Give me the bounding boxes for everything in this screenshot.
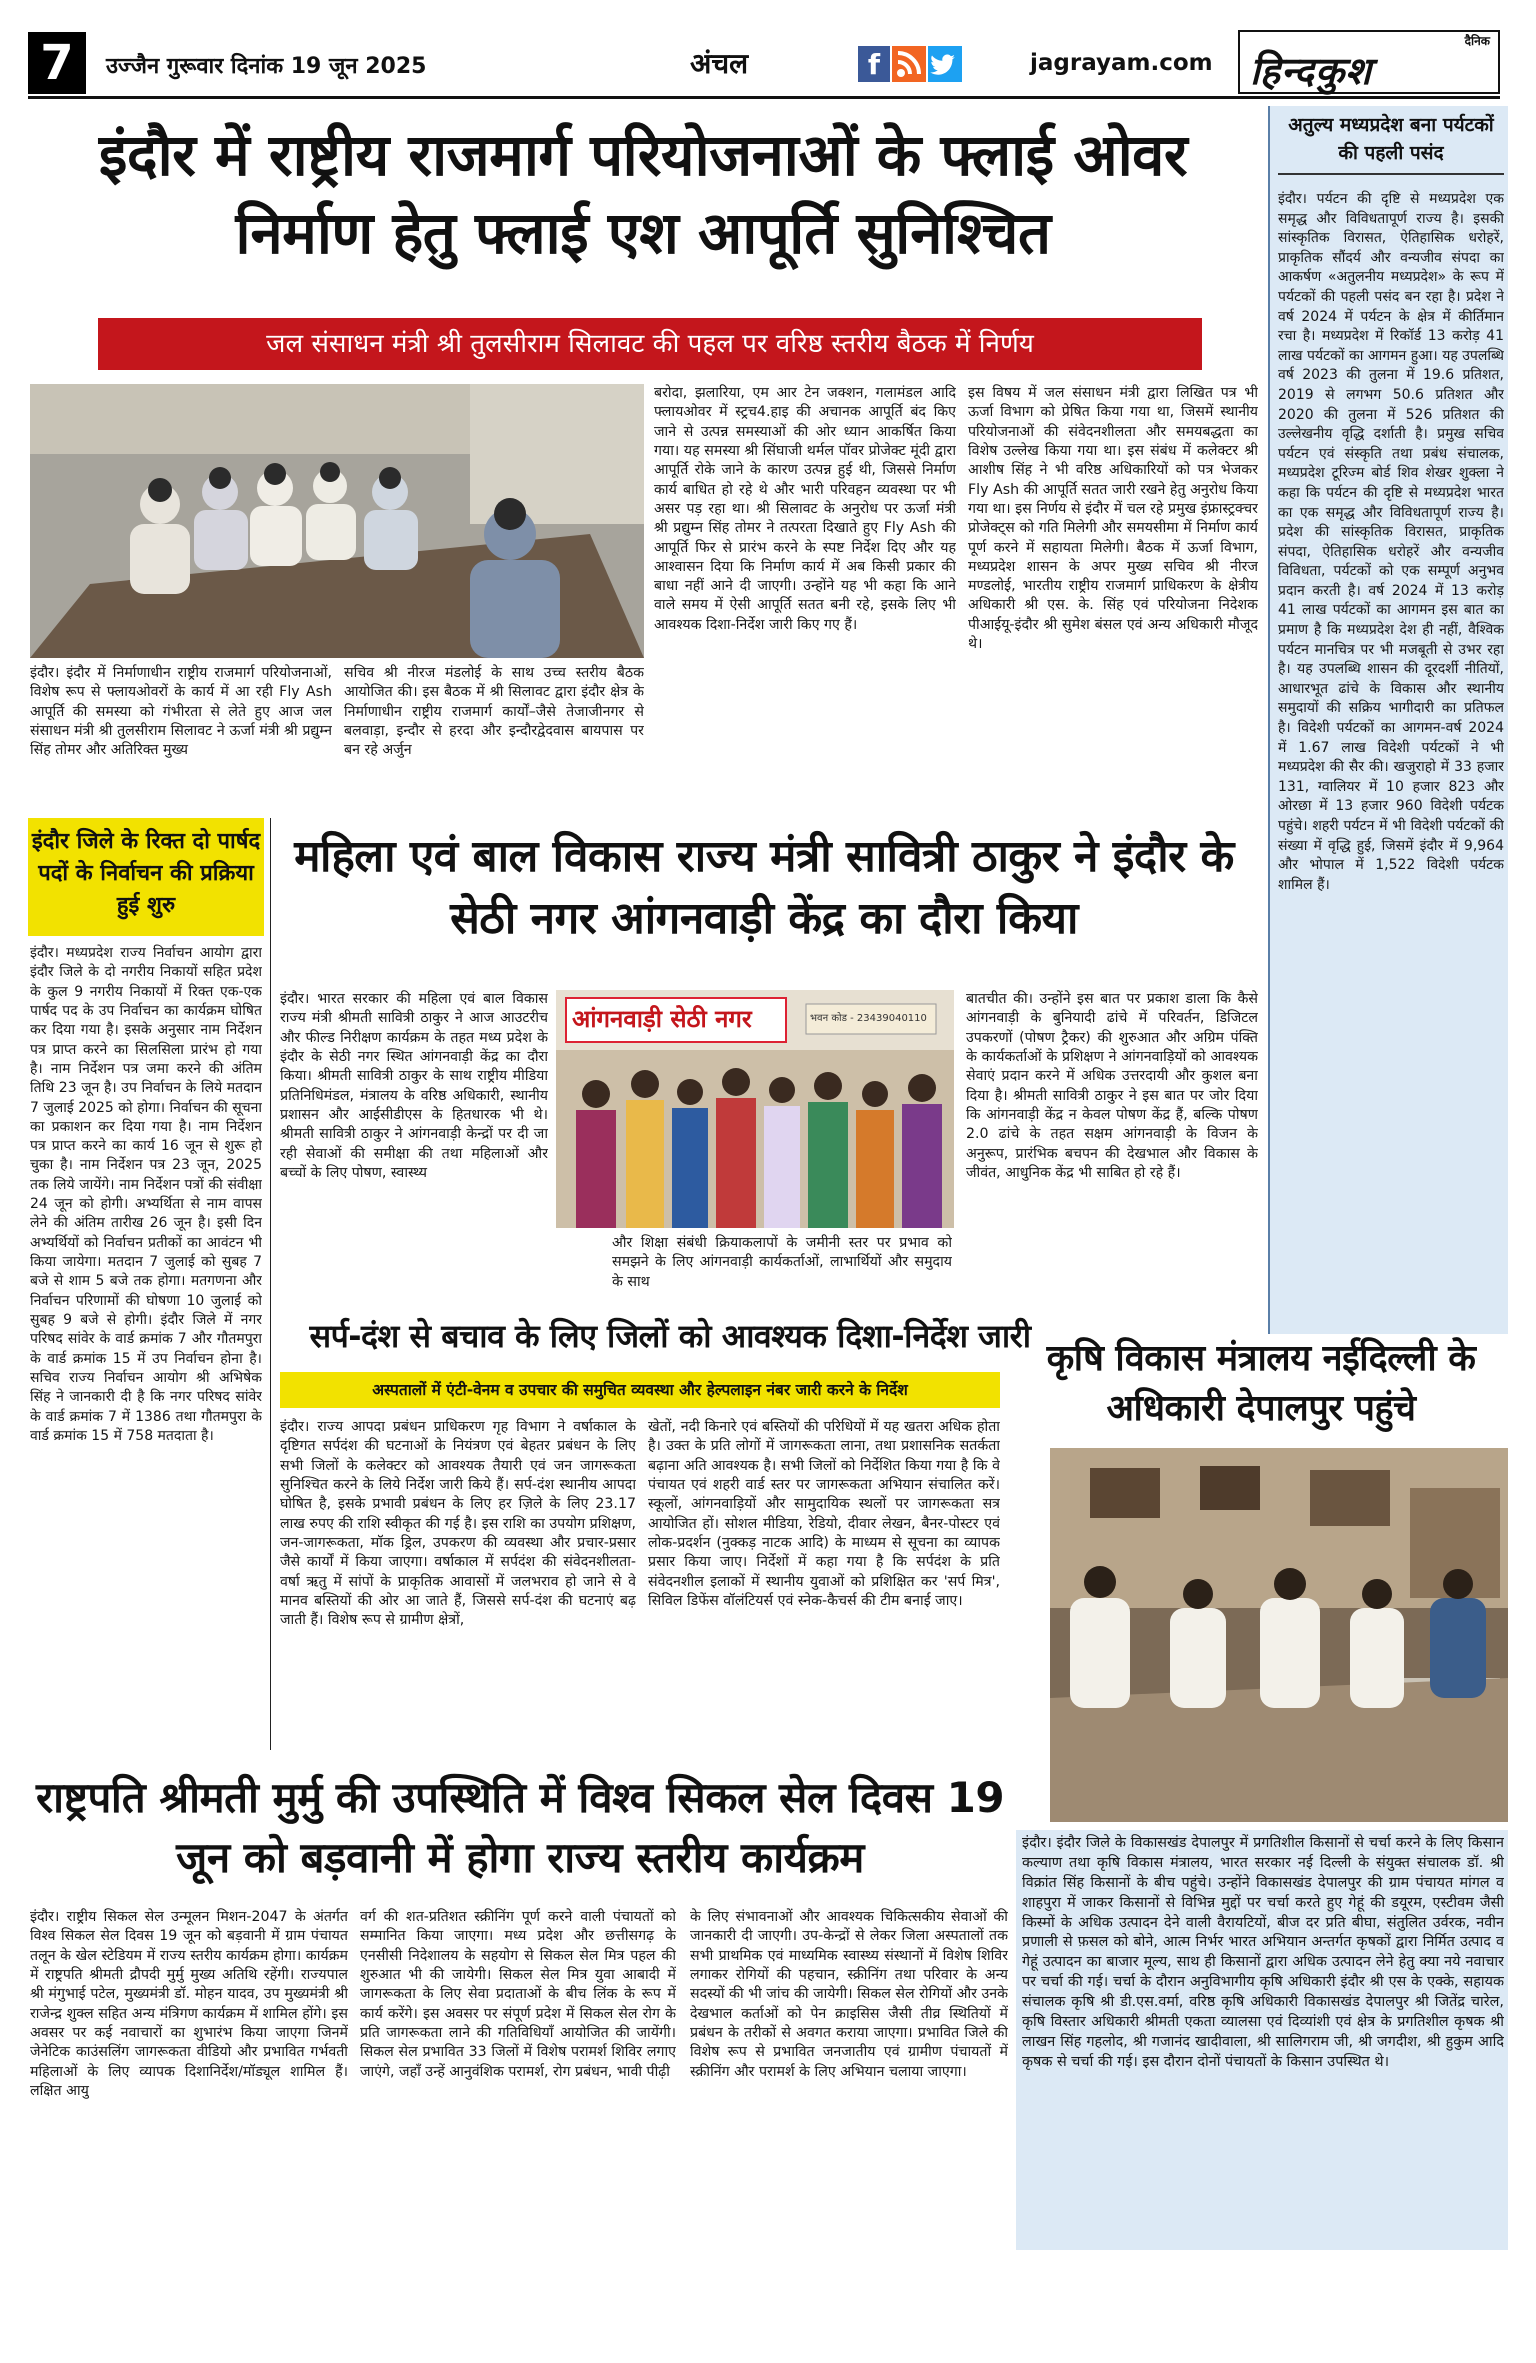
sickle-column-3: के लिए संभावनाओं और आवश्यक चिकित्सकीय सेवाओं की जानकारी दी जाएगी। उप-केन्द्रों से लेकर जिला अस्पतालों तक सभी प्राथमिक एवं माध्यमिक स्वास्थ्य संस्थानों में विशेष शिविर लगाकर रोगियों की पहचान, स्क्रीनिंग तथा परिवार के अन्य सदस्यों की भी जांच की जायेगी। सिकल सेल रोगियों और उनके देखभाल कर्ताओं को पेन क्राइसिस जैसी तीव्र स्थितियों में प्रबंधन के तरीकों से अवगत कराया जाएगा। प्रभावित जिले की विशेष रूप से प्रभावित जनजातीय एवं ग्रामीण पंचायतों में स्क्रीनिंग और परामर्श के लिए अभियान चलाया जाएगा। [690, 1909, 1008, 2080]
snakebite-column-2: खेतों, नदी किनारे एवं बस्तियों की परिधियों में यह खतरा अधिक होता है। उक्त के प्रति लोगों में जागरूकता लाना, तथा प्रशासनिक सतर्कता बढ़ाना अति आवश्यक है। सभी जिलों को निर्देशित किया गया है कि वे पंचायत एवं शहरी वार्ड स्तर पर जागरूकता अभियान संचालित करें। स्कूलों, आंगनवाड़ियों और सामुदायिक स्थलों पर जागरूकता सत्र आयोजित हों। सोशल मीडिया, रेडियो, दीवार लेखन, बैनर-पोस्टर एवं लोक-प्रदर्शन (नुक्कड़ नाटक आदि) के माध्यम से सूचना का व्यापक प्रसार किया जाए। निर्देशों में कहा गया है कि सर्पदंश के प्रति संवेदनशील इलाकों में स्थानीय युवाओं को प्रशिक्षित कर 'सर्प मित्र', सिविल डिफेंस वॉलंटियर्स एवं स्नेक-कैचर्स की टीम बनाई जाए। [648, 1419, 1000, 1609]
lead-column-2: सचिव श्री नीरज मंडलोई के साथ उच्च स्तरीय बैठक आयोजित की। इस बैठक में श्री सिलावट द्वारा इंदौर क्षेत्र के निर्माणाधीन राष्ट्रीय राजमार्ग कार्यों–जैसे तेजाजीनगर से बलवाड़ा, इन्दौर से हरदा और इन्दौरद्वेदवास बायपास पर बन रहे अर्जुन [344, 665, 644, 759]
agri-body: इंदौर। इंदौर जिले के विकासखंड देपालपुर में प्रगतिशील किसानों से चर्चा करने के लिए किसान कल्याण तथा कृषि विकास मंत्रालय, भारत सरकार नई दिल्ली के संयुक्त संचालक डॉ. श्री विक्रांत सिंह किसानों के बीच पहुंचे। उन्होंने विकासखंड देपालपुर की ग्राम पंचायत मांगल व शाहपुरा में जाकर किसानों से विभिन्न मुद्दों पर चर्चा करते हुए गेहूं की डयूरम, एस्टीवम जैसी किस्मों के अधिक उत्पादन देने वाली वैरायटियों, बीज दर प्रति बीघा, संतुलित उर्वरक, नवीन प्रणाली से फ़सल को बोने, आत्म निर्भर भारत अभियान अन्तर्गत कृषकों द्वारा निर्मित उत्पाद व गेहूं उत्पादन का बाजार मूल्य, साथ ही किसानों द्वारा अधिक उत्पादन लेने हेतु क्या नये नवाचार पर चर्चा की गई। चर्चा के दौरान अनुविभागीय कृषि अधिकारी इंदौर श्री एस के एक्के, सहायक संचालक कृषि श्री डी.एस.वर्मा, वरिष्ठ कृषि अधिकारी विकासखंड देपालपुर श्री जितेंद्र चारेल, कृषि विस्तार अधिकारी श्रीमती एकता व्यालसा एवं दिव्यांशी एवं क्षेत्र के प्रगतिशील कृषक श्री लाखन सिंह गहलोद, श्री गजानंद खादीवाला, श्री सालिगराम जी, श्री जगदीश, श्री हुकुम आदि कृषक से चर्चा की गई। इस दौरान दोनों पंचायतों के किसान उपस्थित थे। [1022, 1835, 1504, 2070]
masthead-rule [28, 96, 1500, 99]
page-number: 7 [28, 32, 86, 94]
section-name: अंचल [690, 47, 749, 80]
logo-text: हिन्दकुश [1250, 48, 1372, 93]
anganwadi-column-2: और शिक्षा संबंधी क्रियाकलापों के जमीनी स्तर पर प्रभाव को समझने के लिए आंगनवाड़ी कार्यकर्ताओं, लाभार्थियों और समुदाय के साथ [612, 1235, 952, 1290]
logo-tagline: दैनिक [1464, 34, 1490, 48]
twitter-icon[interactable] [928, 46, 962, 82]
lead-headline: इंदौर में राष्ट्रीय राजमार्ग परियोजनाओं के फ्लाई ओवर निर्माण हेतु फ्लाई एश आपूर्ति सुनिश्चित [98, 121, 1188, 268]
agri-photo [1050, 1448, 1508, 1822]
anganwadi-sign-text: आंगनवाड़ी सेठी नगर [572, 1005, 752, 1033]
election-headline-text: इंदौर जिले के रिक्त दो पार्षद पदों के निर्वाचन की प्रक्रिया हुई शुरु [31, 829, 261, 918]
sickle-headline: राष्ट्रपति श्रीमती मुर्मु की उपस्थिति में विश्व सिकल सेल दिवस 19 जून को बड़वानी में होगा राज्य स्तरीय कार्यक्रम [35, 1773, 1005, 1882]
left-column-rule [270, 818, 271, 1750]
snakebite-subhead-bar [280, 1372, 1000, 1408]
tourism-body: इंदौर। पर्यटन की दृष्टि से मध्यप्रदेश एक समृद्ध और विविधतापूर्ण राज्य है। इसकी सांस्कृतिक विरासत, ऐतिहासिक धरोहरें, प्राकृतिक सौंदर्य और वन्यजीव संपदा का आकर्षण «अतुलनीय मध्यप्रदेश» के रूप में पर्यटकों की पहली पसंद बन रहा है। प्रदेश ने वर्ष 2024 में पर्यटन के क्षेत्र में कीर्तिमान रचा है। मध्यप्रदेश में रिकॉर्ड 13 करोड़ 41 लाख पर्यटकों का आगमन हुआ। यह उपलब्धि वर्ष 2023 की तुलना में 19.6 प्रतिशत, 2019 से लगभग 50.6 प्रतिशत और 2020 की तुलना में 526 प्रतिशत की उल्लेखनीय वृद्धि दर्शाती है। प्रमुख सचिव पर्यटन एवं संस्कृति तथा प्रबंध संचालक, मध्यप्रदेश टूरिज्म बोर्ड शिव शेखर शुक्ला ने कहा कि पर्यटन की दृष्टि से मध्यप्रदेश भारत का एक समृद्ध और विविधतापूर्ण राज्य है। प्रदेश की सांस्कृतिक विरासत, प्राकृतिक संपदा, ऐतिहासिक धरोहरें और वन्यजीव विविधता, पर्यटकों को एक सम्पूर्ण अनुभव प्रदान करती है। वर्ष 2024 में 13 करोड़ 41 लाख पर्यटकों का आगमन इस बात का प्रमाण है कि मध्यप्रदेश देश ही नहीं, वैश्विक पर्यटन मानचित्र पर भी मजबूती से उभर रहा है। यह उपलब्धि शासन की दूरदर्शी नीतियों, आधारभूत ढांचे के विकास और स्थानीय समुदायों की सक्रिय भागीदारी का प्रतिफल है। विदेशी पर्यटकों का आगमन-वर्ष 2024 में 1.67 लाख विदेशी पर्यटकों ने भी मध्यप्रदेश की सैर की। खजुराहो में 33 हजार 131, ग्वालियर में 10 हजार 823 और ओरछा में 13 हजार 960 विदेशी पर्यटक पहुंचे। शहरी पर्यटन में भी विदेशी पर्यटकों की संख्या में वृद्धि हुई, जिसमें इंदौर में 9,964 और भोपाल में 1,522 विदेशी पर्यटक शामिल हैं। [1278, 191, 1504, 893]
rss-icon[interactable] [892, 46, 926, 82]
anganwadi-headline: महिला एवं बाल विकास राज्य मंत्री सावित्री ठाकुर ने इंदौर के सेठी नगर आंगनवाड़ी केंद्र का दौरा किया [294, 831, 1234, 944]
facebook-icon[interactable]: f [858, 46, 890, 82]
dateline: उज्जैन गुरूवार दिनांक 19 जून 2025 [106, 54, 427, 79]
anganwadi-photo [556, 990, 954, 1228]
agri-headline: कृषि विकास मंत्रालय नईदिल्ली के अधिकारी देपालपुर पहुंचे [1046, 1338, 1476, 1430]
lead-column-4: इस विषय में जल संसाधन मंत्री द्वारा लिखित पत्र भी ऊर्जा विभाग को प्रेषित किया गया था, जिसमें स्थानीय परियोजनाओं की संवेदनशीलता और समयबद्धता का विशेष उल्लेख किया गया था। इस संबंध में कलेक्टर श्री आशीष सिंह ने भी वरिष्ठ अधिकारियों को पत्र भेजकर Fly Ash की आपूर्ति सतत जारी रखने हेतु अनुरोध किया गया था। इस निर्णय से इंदौर में चल रहे प्रमुख इंफ्रास्ट्रक्चर प्रोजेक्ट्स को गति मिलेगी और समयसीमा में निर्माण कार्य पूर्ण करने में सहायता मिलेगी। बैठक में ऊर्जा विभाग, मध्यप्रदेश शासन के अपर मुख्य सचिव श्री नीरज मण्डलोई, भारतीय राष्ट्रीय राजमार्ग प्राधिकरण के क्षेत्रीय अधिकारी श्री एस. के. सिंह एवं परियोजना निदेशक पीआईयू-इंदौर श्री सुमेश बंसल एवं अन्य अधिकारी मौजूद थे। [968, 385, 1258, 653]
meeting-photo [30, 384, 644, 658]
lead-subhead-bar [98, 318, 1202, 370]
anganwadi-column-3: बातचीत की। उन्होंने इस बात पर प्रकाश डाला कि कैसे आंगनवाड़ी के बुनियादी ढांचे में परिवर्तन, डिजिटल उपकरणों (पोषण ट्रैकर) की शुरुआत और अग्रिम पंक्ति के कार्यकर्ताओं के प्रशिक्षण ने आंगनवाड़ियों को आवश्यक सेवाएं प्रदान करने में अधिक उत्तरदायी और कुशल बना दिया है। श्रीमती सावित्री ठाकुर ने इस बात पर जोर दिया कि आंगनवाड़ी केंद्र न केवल पोषण केंद्र हैं, बल्कि पोषण 2.0 ढांचे के तहत सक्षम आंगनवाड़ी के विजन के अनुरूप, प्रारंभिक बचपन की देखभाल और विकास के जीवंत, आधुनिक केंद्र भी साबित हो रहे हैं। [966, 991, 1258, 1181]
snakebite-column-1: इंदौर। राज्य आपदा प्रबंधन प्राधिकरण गृह विभाग ने वर्षाकाल के दृष्टिगत सर्पदंश की घटनाओं के नियंत्रण एवं बेहतर प्रबंधन के लिए सभी जिलों के कलेक्टर को आवश्यक तैयारी एवं जन जागरूकता सुनिश्चित करने के लिये निर्देश जारी किये हैं। सर्प-दंश स्थानीय आपदा घोषित है, इसके प्रभावी प्रबंधन के लिए हर ज़िले के लिए 23.17 लाख रुपए की राशि स्वीकृत की गई है। इस राशि का उपयोग प्रशिक्षण, जन-जागरूकता, मॉक ड्रिल, उपकरण की व्यवस्था और प्रचार-प्रसार जैसे कार्यों में किया जाएगा। वर्षाकाल में सर्पदंश की संवेदनशीलता- वर्षा ऋतु में सांपों के प्राकृतिक आवासों में जलभराव हो जाने से वे मानव बस्तियों की ओर आ जाते हैं, जिससे सर्प-दंश की घटनाएं बढ़ जाती हैं। विशेष रूप से ग्रामीण क्षेत्रों, [280, 1419, 636, 1629]
tourism-headline: अतुल्य मध्यप्रदेश बना पर्यटकों की पहली पसंद [1278, 112, 1504, 175]
tourism-box [1268, 106, 1508, 1334]
masthead [0, 0, 1536, 102]
lead-column-1: इंदौर। इंदौर में निर्माणाधीन राष्ट्रीय राजमार्ग परियोजनाओं, विशेष रूप से फ्लायओवरों के कार्य में आ रही Fly Ash आपूर्ति की समस्या को गंभीरता से लेते हुए आज जल संसाधन मंत्री श्री तुलसीराम सिलावट ने ऊर्जा मंत्री श्री प्रद्युम्न सिंह तोमर और अतिरिक्त मुख्य [30, 665, 332, 759]
website-url[interactable]: jagrayam.com [1030, 50, 1213, 76]
anganwadi-column-1: इंदौर। भारत सरकार की महिला एवं बाल विकास राज्य मंत्री श्रीमती सावित्री ठाकुर ने आज आउटरीच और फील्ड निरीक्षण कार्यक्रम के तहत मध्य प्रदेश के इंदौर के सेठी नगर स्थित आंगनवाड़ी केंद्र का दौरा किया। श्रीमती सावित्री ठाकुर के साथ राष्ट्रीय मीडिया प्रतिनिधिमंडल, मंत्रालय के वरिष्ठ अधिकारी, स्थानीय प्रशासन और आईसीडीएस के हितधारक भी थे। श्रीमती सावित्री ठाकुर ने आंगनवाड़ी केन्द्रों पर दी जा रही सेवाओं की समीक्षा की तथा महिलाओं और बच्चों के लिए पोषण, स्वास्थ्य [280, 991, 548, 1181]
election-body: इंदौर। मध्यप्रदेश राज्य निर्वाचन आयोग द्वारा इंदौर जिले के दो नगरीय निकायों सहित प्रदेश के कुल 9 नगरीय निकायों में रिक्त एक-एक पार्षद पद के उप निर्वाचन का कार्यक्रम घोषित कर दिया गया है। इसके अनुसार नाम निर्देशन पत्र प्राप्त करने का सिलसिला प्रारंभ हो गया है। नाम निर्देशन पत्र जमा करने की अंतिम तिथि 23 जून है। उप निर्वाचन के लिये मतदान 7 जुलाई 2025 को होगा। निर्वाचन की सूचना का प्रकाशन कर दिया गया है। नाम निर्देशन पत्र प्राप्त करने का कार्य 16 जून से शुरू हो चुका है। नाम निर्देशन पत्र 23 जून, 2025 तक लिये जायेंगे। नाम निर्देशन पत्रों की संवीक्षा 24 जून को होगी। अभ्यर्थिता से नाम वापस लेने की अंतिम तारीख 26 जून है। इसी दिन अभ्यर्थियों को निर्वाचन प्रतीकों का आवंटन भी किया जायेगा। मतदान 7 जुलाई को सुबह 7 बजे से शाम 5 बजे तक होगा। मतगणना और निर्वाचन परिणामों की घोषणा 10 जुलाई को सुबह 9 बजे से होगी। इंदौर जिले में नगर परिषद सांवेर के वार्ड क्रमांक 7 और गौतमपुरा के वार्ड क्रमांक 15 में उप निर्वाचन होना है। सचिव राज्य निर्वाचन आयोग श्री अभिषेक सिंह ने जानकारी दी है कि नगर परिषद सांवेर के वार्ड क्रमांक 7 में 1386 तथा गौतमपुरा के वार्ड क्रमांक 15 में 758 मतदाता है। [30, 945, 262, 1444]
anganwadi-board-text: भवन कोड - 23439040110 [810, 1013, 927, 1024]
snakebite-headline: सर्प-दंश से बचाव के लिए जिलों को आवश्यक दिशा-निर्देश जारी [309, 1317, 1031, 1355]
sickle-column-2: वर्ग की शत-प्रतिशत स्क्रीनिंग पूर्ण करने वाली पंचायतों को सम्मानित किया जाएगा। मध्य प्रदेश और छत्तीसगढ़ के एनसीसी निदेशालय के सहयोग से सिकल सेल मित्र पहल की शुरुआत भी की जायेगी। सिकल सेल मित्र युवा आबादी में जागरूकता के लिए सेवा प्रदाताओं के बीच लिंक के रूप में कार्य करेंगे। इस अवसर पर संपूर्ण प्रदेश में सिकल सेल रोग के प्रति जागरूकता लाने की गतिविधियाँ आयोजित की जायेंगी। सिकल सेल प्रभावित 33 जिलों में विशेष परामर्श शिविर लगाए जाएंगे, जहाँ उन्हें आनुवंशिक परामर्श, रोग प्रबंधन, भावी पीढ़ी [360, 1909, 676, 2080]
sickle-column-1: इंदौर। राष्ट्रीय सिकल सेल उन्मूलन मिशन-2047 के अंतर्गत विश्व सिकल सेल दिवस 19 जून को बड़वानी में ग्राम पंचायत तलून के खेल स्टेडियम में राज्य स्तरीय कार्यक्रम होगा। कार्यक्रम में राष्ट्रपति श्रीमती द्रौपदी मुर्मु मुख्य अतिथि रहेंगी। राज्यपाल श्री मंगुभाई पटेल, मुख्यमंत्री डॉ. मोहन यादव, उप मुख्यमंत्री श्री राजेन्द्र शुक्ल सहित अन्य मंत्रिगण कार्यक्रम में शामिल होंगे। इस अवसर पर कई नवाचारों का शुभारंभ किया जाएगा जिनमें जेनेटिक काउंसलिंग जागरूकता वीडियो और प्रभावित गर्भवती महिलाओं के लिए व्यापक दिशानिर्देश/मॉड्यूल शामिल हैं। लक्षित आयु [30, 1909, 348, 2099]
lead-column-3: बरोदा, झलारिया, एम आर टेन जक्शन, गलामंडल आदि फ्लायओवर में स्ट्रच4.हाइ की अचानक आपूर्ति बंद किए जाने से उत्पन्न समस्याओं की ओर ध्यान आकर्षित किया गया। यह समस्या श्री सिंघाजी थर्मल पॉवर प्रोजेक्ट मूंदी द्वारा आपूर्ति रोके जाने के कारण उत्पन्न हुई थी, जिससे निर्माण कार्य बाधित हो रहे थे और भारी परिवहन व्यवस्था पर भी असर पड़ रहा था। श्री सिलावट के अनुरोध पर ऊर्जा मंत्री श्री प्रद्युम्न सिंह तोमर ने तत्परता दिखाते हुए Fly Ash की आपूर्ति फिर से प्रारंभ करने के स्पष्ट निर्देश दिए और यह आश्वासन दिया कि निर्माण कार्य में अब किसी प्रकार की बाधा नहीं आने दी जाएगी। उन्होंने यह भी कहा कि आने वाले समय में ऐसी आपूर्ति सतत बनी रहे, इसके लिए भी आवश्यक दिशा-निर्देश जारी किए गए हैं। [654, 385, 956, 633]
newspaper-logo [1238, 30, 1500, 94]
snakebite-subhead: अस्पतालों में एंटी-वेनम व उपचार की समुचित व्यवस्था और हेल्पलाइन नंबर जारी करने के निर्देश [372, 1381, 908, 1399]
lead-subhead: जल संसाधन मंत्री श्री तुलसीराम सिलावट की पहल पर वरिष्ठ स्तरीय बैठक में निर्णय [266, 329, 1034, 359]
